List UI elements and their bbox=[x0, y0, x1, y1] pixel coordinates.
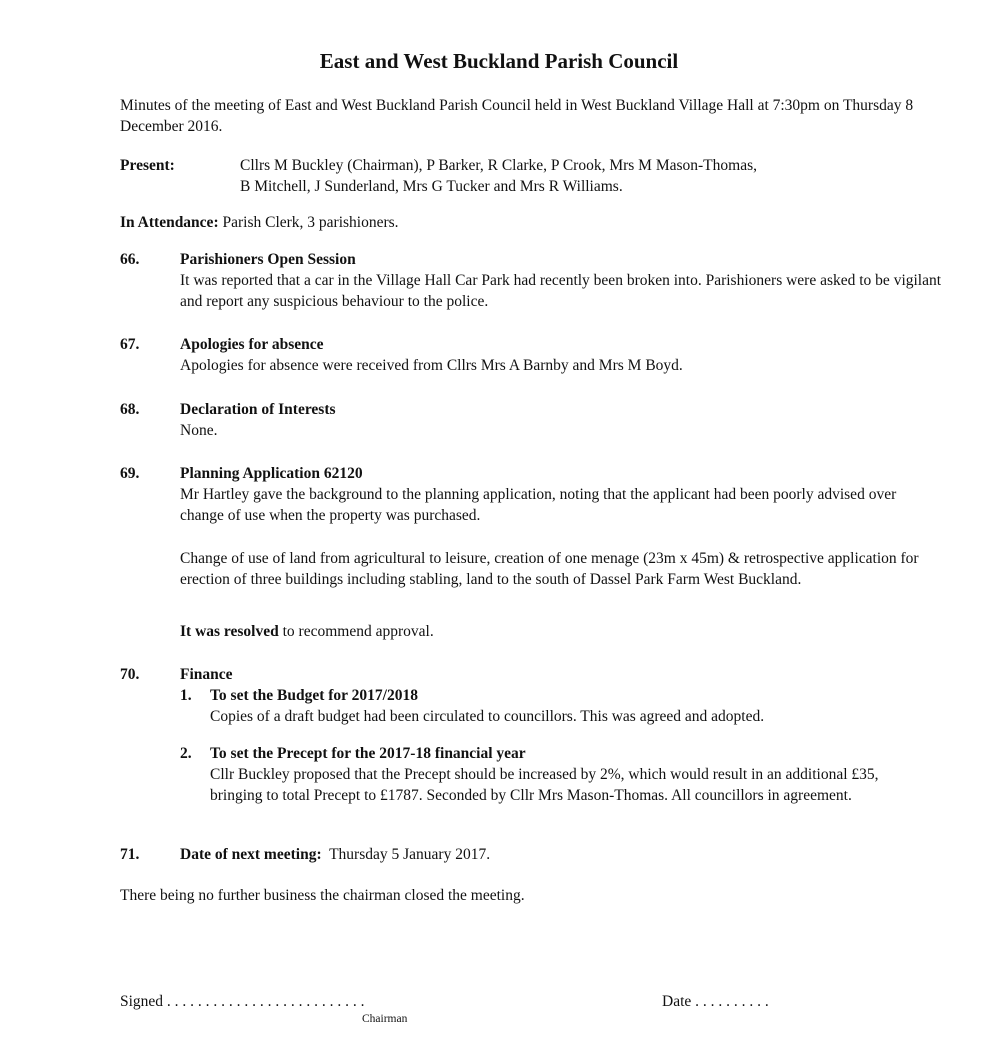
item-68 bbox=[180, 399, 942, 441]
item-69-resolution bbox=[180, 621, 942, 642]
present-list bbox=[240, 155, 958, 197]
item-71-text: Thursday 5 January 2017. bbox=[321, 846, 491, 863]
item-68-heading: Declaration of Interests bbox=[180, 401, 336, 418]
attendance-text: Parish Clerk, 3 parishioners. bbox=[218, 214, 399, 231]
item-67-text: Apologies for absence were received from Cllrs Mrs A Barnby and Mrs M Boyd. bbox=[180, 357, 683, 374]
item-71-heading: Date of next meeting: bbox=[180, 846, 322, 863]
item-69 bbox=[180, 463, 942, 526]
attendance-line bbox=[120, 212, 942, 233]
subitem-1-heading: To set the Budget for 2017/2018 bbox=[210, 687, 418, 704]
item-71 bbox=[180, 844, 942, 865]
present-line-2: B Mitchell, J Sunderland, Mrs G Tucker and Mrs R Williams. bbox=[240, 178, 623, 195]
item-66 bbox=[180, 249, 942, 312]
signed-line: Signed . . . . . . . . . . . . . . . . . . . . . . . . . . bbox=[120, 993, 365, 1010]
item-70-heading: Finance bbox=[180, 666, 233, 683]
item-69-text-2: Change of use of land from agricultural to leisure, creation of one menage (23m x 45m) & retrospective application for erection of three buildings including stabling, land to the south of Dassel Park Farm West Buckland. bbox=[180, 550, 919, 588]
item-69-heading: Planning Application 62120 bbox=[180, 465, 363, 482]
item-69-text: Mr Hartley gave the background to the planning application, noting that the applicant had been poorly advised over change of use when the property was purchased. bbox=[180, 486, 897, 524]
closing-line: There being no further business the chairman closed the meeting. bbox=[120, 887, 525, 904]
subitem-2-heading: To set the Precept for the 2017-18 financial year bbox=[210, 745, 526, 762]
chairman-caption: Chairman bbox=[362, 1013, 408, 1025]
item-68-number: 68. bbox=[120, 401, 140, 418]
subitem-1-number: 1. bbox=[180, 687, 192, 704]
item-67 bbox=[180, 334, 942, 376]
resolved-rest: to recommend approval. bbox=[278, 623, 434, 640]
item-71-number: 71. bbox=[120, 846, 140, 863]
item-70-number: 70. bbox=[120, 666, 140, 683]
document-title: East and West Buckland Parish Council bbox=[319, 49, 679, 73]
item-69-number: 69. bbox=[120, 465, 140, 482]
attendance-label: In Attendance: bbox=[120, 214, 219, 231]
present-line-1: Cllrs M Buckley (Chairman), P Barker, R Clarke, P Crook, Mrs M Mason-Thomas, bbox=[240, 157, 757, 174]
item-67-heading: Apologies for absence bbox=[180, 336, 324, 353]
item-66-heading: Parishioners Open Session bbox=[180, 251, 356, 268]
item-69-details bbox=[180, 548, 942, 590]
item-67-number: 67. bbox=[120, 336, 140, 353]
resolved-bold: It was resolved bbox=[180, 623, 279, 640]
item-70 bbox=[180, 664, 942, 685]
present-label: Present: bbox=[120, 157, 175, 174]
item-66-number: 66. bbox=[120, 251, 140, 268]
intro-paragraph: Minutes of the meeting of East and West Buckland Parish Council held in West Buckland Village Hall at 7:30pm on Thursday 8 December 2016. bbox=[120, 97, 914, 135]
subitem-1-text: Copies of a draft budget had been circulated to councillors. This was agreed and adopted. bbox=[210, 708, 765, 725]
subitem-2 bbox=[210, 743, 918, 806]
item-68-text: None. bbox=[180, 422, 218, 439]
subitem-1 bbox=[210, 685, 918, 727]
date-line: Date . . . . . . . . . . bbox=[662, 993, 769, 1010]
item-66-text: It was reported that a car in the Village Hall Car Park had recently been broken into. Parishioners were asked to be vigilant and report any suspicious behaviour to the police. bbox=[180, 272, 942, 310]
subitem-2-number: 2. bbox=[180, 745, 192, 762]
subitem-2-text: Cllr Buckley proposed that the Precept should be increased by 2%, which would result in an additional £35, bringing to total Precept to £1787. Seconded by Cllr Mrs Mason-Thomas. All councillors in agreement. bbox=[210, 766, 879, 804]
